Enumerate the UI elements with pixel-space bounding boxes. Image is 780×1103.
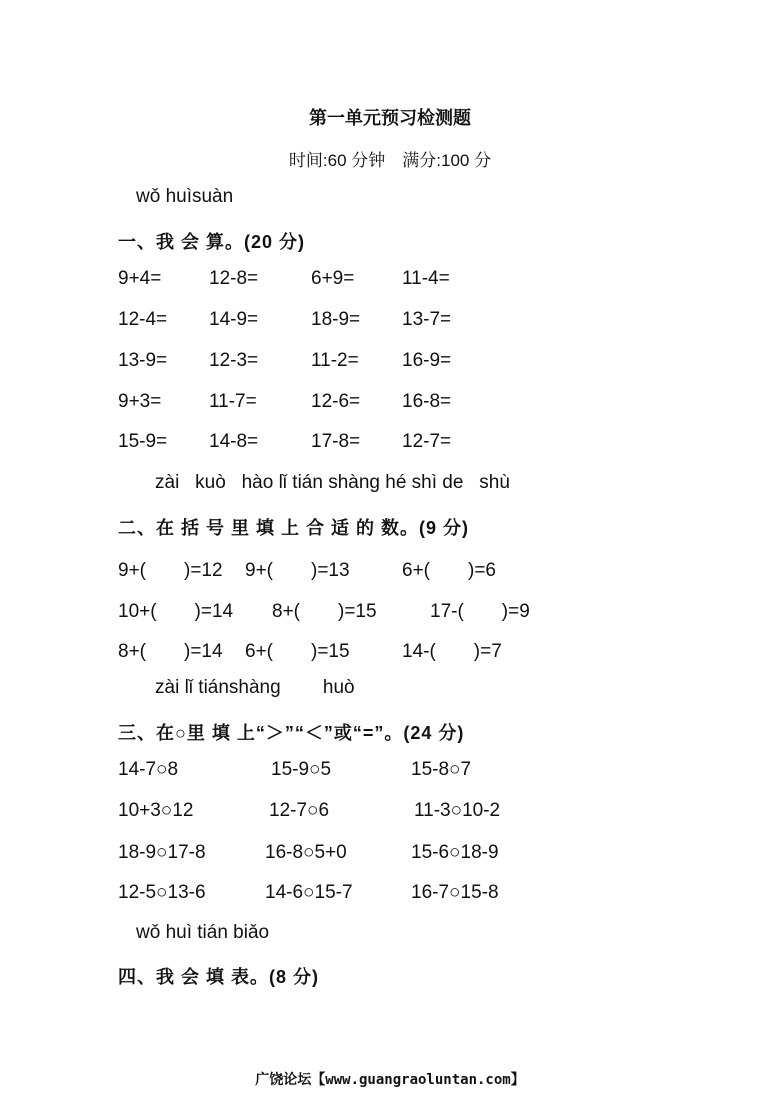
problem: 6+9= [311, 268, 355, 289]
compare-problem: 12-5○13-6 [118, 882, 206, 903]
problem: 14-8= [209, 431, 259, 452]
fill-blank-problem: 17-( )=9 [430, 601, 530, 622]
compare-problem: 10+3○12 [118, 800, 194, 821]
problem: 12-8= [209, 268, 259, 289]
page-title: 第一单元预习检测题 [309, 108, 471, 128]
compare-problem: 12-7○6 [269, 800, 330, 821]
problem: 11-7= [209, 391, 257, 412]
page-footer: 广饶论坛【www.guangraoluntan.com】 [255, 1072, 525, 1088]
section2-pinyin: zài kuò hào lǐ tián shàng hé shì de shù [155, 472, 510, 493]
section4-pinyin: wǒ huì tián biǎo [136, 922, 270, 943]
fill-blank-problem: 6+( )=6 [402, 560, 496, 581]
fill-blank-problem: 10+( )=14 [118, 601, 234, 622]
compare-problem: 15-9○5 [271, 759, 332, 780]
compare-problem: 18-9○17-8 [118, 842, 206, 863]
problem: 9+4= [118, 268, 162, 289]
problem: 18-9= [311, 309, 361, 330]
fill-blank-problem: 14-( )=7 [402, 641, 502, 662]
problem: 9+3= [118, 391, 162, 412]
section1-pinyin: wǒ huìsuàn [136, 186, 234, 207]
compare-problem: 14-7○8 [118, 759, 179, 780]
fill-blank-problem: 6+( )=15 [245, 641, 350, 662]
problem: 12-3= [209, 350, 259, 371]
problem: 12-7= [402, 431, 452, 452]
problem: 17-8= [311, 431, 361, 452]
compare-problem: 15-8○7 [411, 759, 472, 780]
section2-heading: 二、在 括 号 里 填 上 合 适 的 数。(9 分) [118, 518, 470, 538]
problem: 16-9= [402, 350, 452, 371]
compare-problem: 14-6○15-7 [265, 882, 353, 903]
fill-blank-problem: 8+( )=14 [118, 641, 223, 662]
problem: 16-8= [402, 391, 452, 412]
compare-problem: 16-8○5+0 [265, 842, 347, 863]
problem: 14-9= [209, 309, 259, 330]
problem: 13-7= [402, 309, 452, 330]
section3-pinyin: zài lǐ tiánshàng huò [155, 677, 355, 698]
fill-blank-problem: 8+( )=15 [272, 601, 377, 622]
problem: 13-9= [118, 350, 168, 371]
section4-heading: 四、我 会 填 表。(8 分) [118, 967, 320, 987]
problem: 12-4= [118, 309, 168, 330]
problem: 12-6= [311, 391, 361, 412]
compare-problem: 16-7○15-8 [411, 882, 499, 903]
section1-heading: 一、我 会 算。(20 分) [118, 232, 306, 252]
time-score-info: 时间:60 分钟 满分:100 分 [288, 151, 492, 170]
problem: 11-4= [402, 268, 450, 289]
fill-blank-problem: 9+( )=12 [118, 560, 223, 581]
problem: 15-9= [118, 431, 168, 452]
problem: 11-2= [311, 350, 359, 371]
section3-heading: 三、在○里 填 上“＞”“＜”或“=”。(24 分) [118, 723, 465, 743]
compare-problem: 11-3○10-2 [414, 800, 501, 821]
fill-blank-problem: 9+( )=13 [245, 560, 350, 581]
compare-problem: 15-6○18-9 [411, 842, 499, 863]
